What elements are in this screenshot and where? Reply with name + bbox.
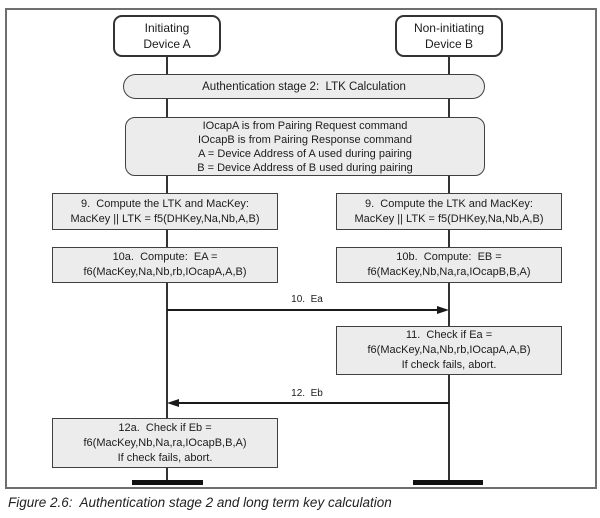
actor-b-label-line1: Non-initiating [413,21,485,35]
arrowhead-right-icon [437,306,449,314]
process-box-9-device-a [52,193,278,230]
note-line-address-b: B = Device Address of B used during pairing [197,161,413,174]
arrowhead-left-icon [167,399,179,407]
box11-line3: If check fails, abort. [401,359,497,371]
box9a-line2: MacKey || LTK = f5(DHKey,Na,Nb,A,B) [70,212,260,225]
actor-box-non-initiating-device-b [395,15,503,57]
message-12-eb-label: 12. Eb [291,388,323,399]
stage-banner-label: Authentication stage 2: LTK Calculation [202,80,406,93]
process-box-11-check-ea [336,326,562,375]
box12a-line3: If check fails, abort. [117,451,213,464]
box10a-line1: 10a. Compute: EA = [112,251,218,263]
note-line-iocapb: IOcapB is from Pairing Response command [198,133,412,146]
actor-a-label-line2: Device A [143,37,191,51]
box9b-line1: 9. Compute the LTK and MacKey: [365,197,533,210]
figure-caption: Figure 2.6: Authentication stage 2 and long term key calculation [8,495,392,510]
process-box-10a-compute-ea [52,247,278,283]
box9b-line2: MacKey || LTK = f5(DHKey,Na,Nb,A,B) [354,212,544,225]
note-line-iocapa: IOcapA is from Pairing Request command [202,119,408,132]
box12a-line1: 12a. Check if Eb = [118,421,212,434]
box10b-line1: 10b. Compute: EB = [396,251,502,263]
box11-line1: 11. Check if Ea = [405,329,493,341]
box12a-line2: f6(MacKey,Nb,Na,ra,IOcapB,B,A) [83,436,247,449]
lifeline-terminator-a [132,480,203,485]
actor-b-label-line2: Device B [424,37,474,51]
process-box-12a-check-eb [52,418,278,468]
box9a-line1: 9. Compute the LTK and MacKey: [81,197,249,210]
actor-box-initiating-device-a [113,15,221,57]
box11-line2: f6(MacKey,Na,Nb,rb,IOcapA,A,B) [367,344,531,356]
lifeline-terminator-b [413,480,483,485]
box10b-line2: f6(MacKey,Nb,Na,ra,IOcapB,B,A) [367,266,531,278]
message-10-ea-line [167,309,438,311]
actor-a-label-line1: Initiating [144,21,190,35]
process-box-10b-compute-eb [336,247,562,283]
message-10-ea-label: 10. Ea [291,294,323,305]
box10a-line2: f6(MacKey,Na,Nb,rb,IOcapA,A,B) [83,266,247,278]
stage-banner [123,74,485,99]
note-box-iocap-definitions [125,117,485,176]
message-12-eb-line [179,402,449,404]
process-box-9-device-b [336,193,562,230]
note-line-address-a: A = Device Address of A used during pairing [198,147,412,160]
